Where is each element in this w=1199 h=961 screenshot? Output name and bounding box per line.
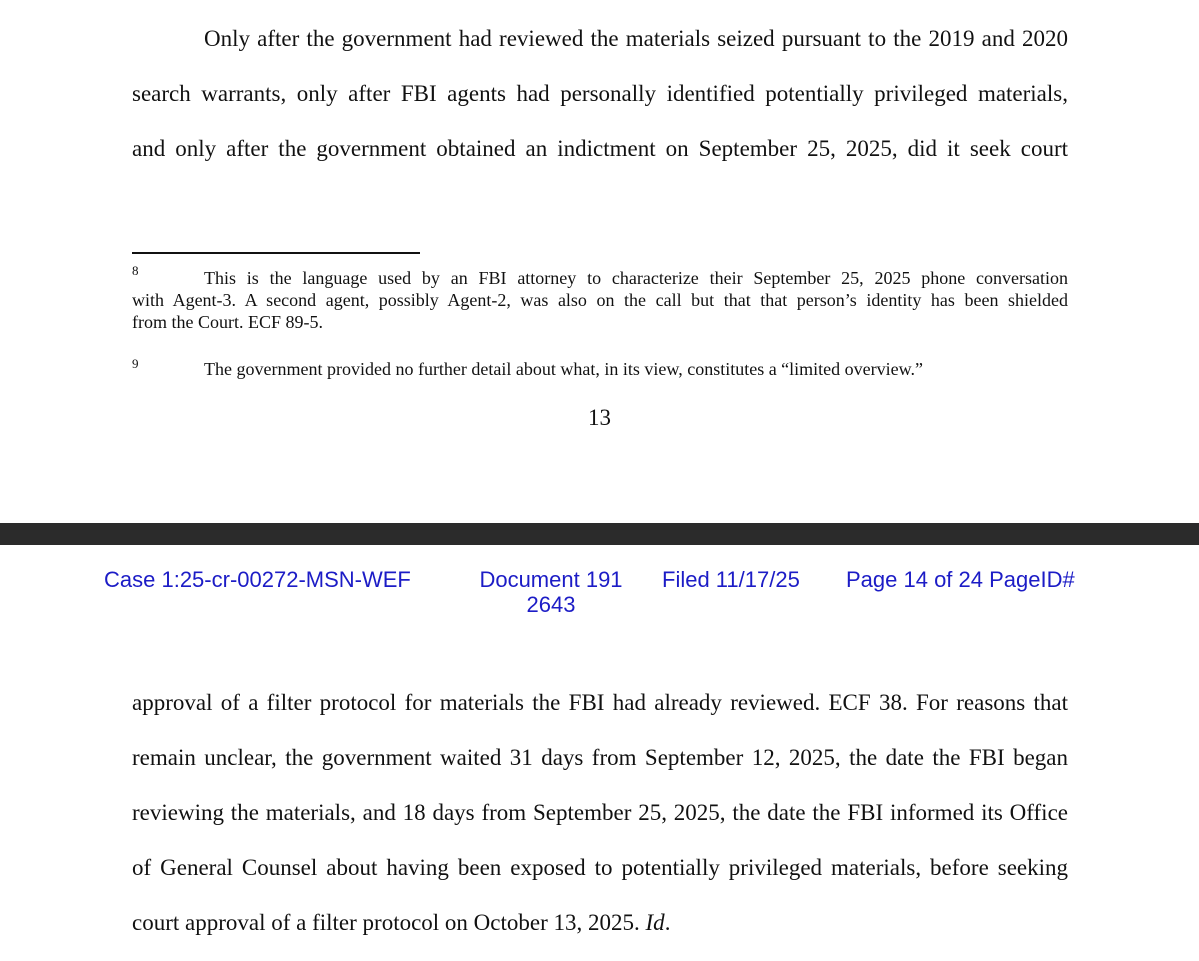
id-citation: Id bbox=[645, 910, 665, 935]
filed-date-stamp: Filed 11/17/25 bbox=[662, 567, 800, 592]
last-line-period: . bbox=[664, 910, 671, 935]
pageid-number-line: 2643 bbox=[526, 592, 576, 617]
body-text-line: reviewing the materials, and 18 days from September 25, 2025, the date the FBI informed its Office bbox=[132, 800, 1068, 825]
footnote-marker: 8 bbox=[132, 263, 139, 278]
document-number-line: Document 191 bbox=[479, 567, 623, 592]
body-text-line: remain unclear, the government waited 31 days from September 12, 2025, the date the FBI began bbox=[132, 745, 1068, 770]
page-break-bar bbox=[0, 523, 1199, 545]
last-line-text: court approval of a filter protocol on October 13, 2025. bbox=[132, 910, 646, 935]
body-text-line: and only after the government obtained an indictment on September 25, 2025, did it seek court bbox=[132, 136, 1068, 161]
footnote-marker: 9 bbox=[132, 356, 139, 371]
page-number: 13 bbox=[588, 405, 611, 430]
body-text-line: Only after the government had reviewed the materials seized pursuant to the 2019 and 2020 bbox=[204, 26, 1068, 51]
footnote-text-line: This is the language used by an FBI attorney to characterize their September 25, 2025 phone conversation bbox=[204, 268, 1068, 288]
footnote-text-line: The government provided no further detail about what, in its view, constitutes a “limited overview.” bbox=[204, 359, 923, 379]
body-text-line: approval of a filter protocol for materials the FBI had already reviewed. ECF 38. For reasons that bbox=[132, 690, 1068, 715]
page-count-stamp: Page 14 of 24 PageID# bbox=[846, 567, 1075, 592]
footnote-text-line: with Agent-3. A second agent, possibly Agent-2, was also on the call but that that person’s identity has been shielded bbox=[132, 290, 1068, 310]
footnote-separator bbox=[132, 252, 420, 254]
body-text-line-last bbox=[132, 908, 1068, 938]
case-number-stamp: Case 1:25-cr-00272-MSN-WEF bbox=[104, 567, 411, 592]
body-text-line: of General Counsel about having been exposed to potentially privileged materials, before seeking bbox=[132, 855, 1068, 880]
document-number-stamp bbox=[472, 567, 630, 617]
body-text-line: search warrants, only after FBI agents had personally identified potentially privileged materials, bbox=[132, 81, 1068, 106]
footnote-text-line: from the Court. ECF 89-5. bbox=[132, 312, 323, 332]
